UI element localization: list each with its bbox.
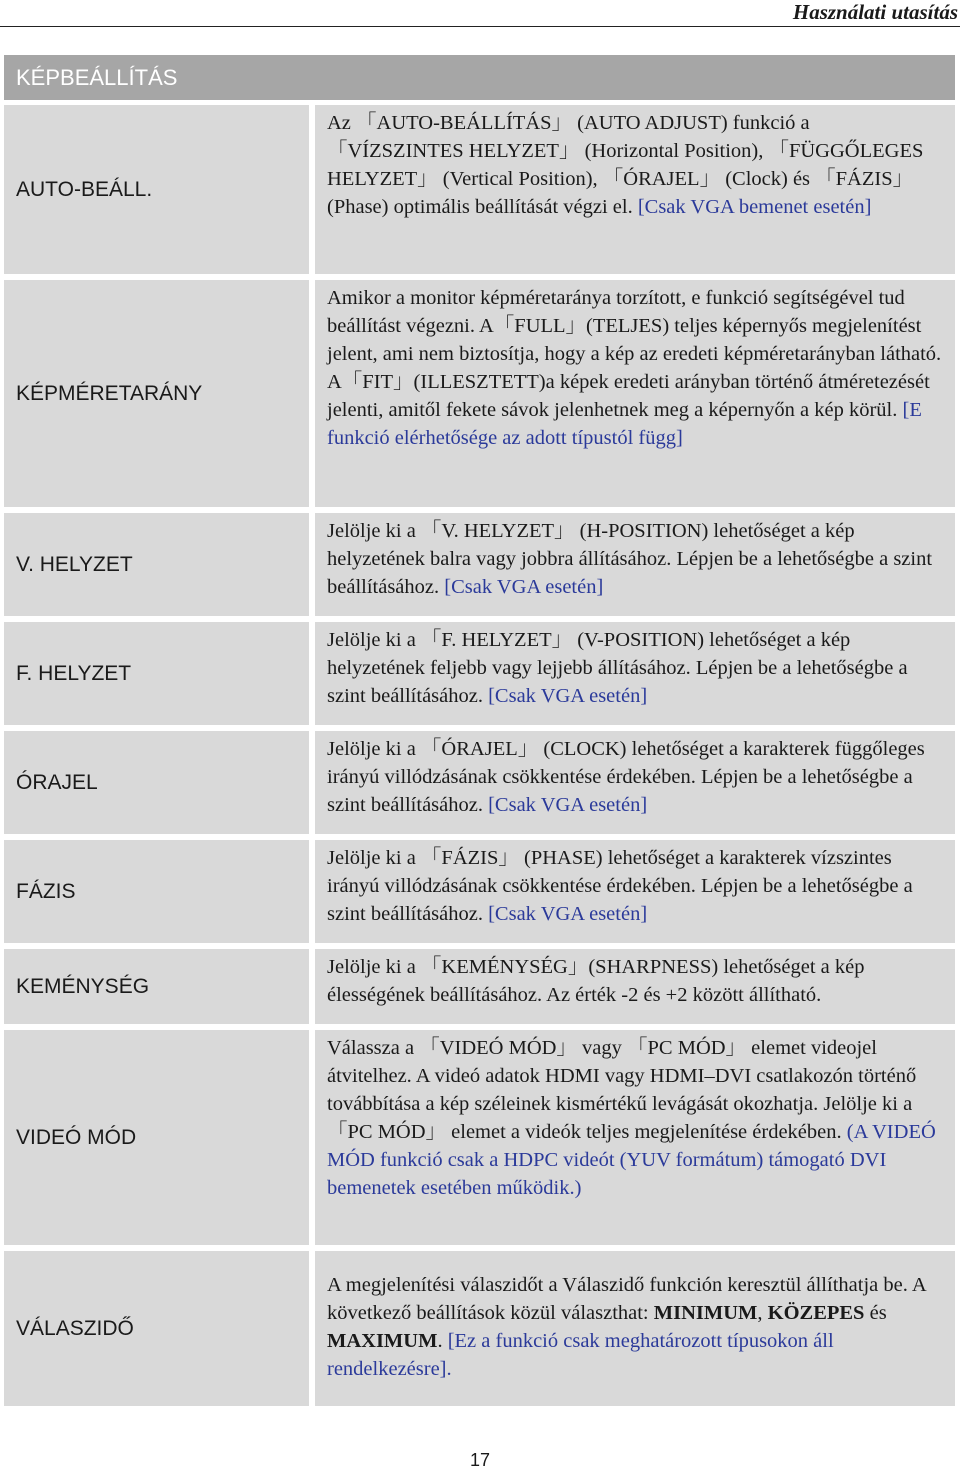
setting-label: KÉPMÉRETARÁNY	[4, 280, 309, 507]
separator: és	[864, 1302, 887, 1324]
description-text: Jelölje ki a 「F. HELYZET」 (V-POSITION) lehetőséget a kép helyzetének feljebb vagy lejjebb állításához. Lépjen be a lehetőségbe a szint beállításához.	[327, 629, 908, 707]
option-medium: KÖZEPES	[767, 1302, 865, 1324]
setting-description	[315, 622, 955, 725]
description-text: Jelölje ki a 「KEMÉNYSÉG」(SHARPNESS) lehetőséget a kép élességének beállításához. Az érték -2 és +2 között állítható.	[327, 956, 865, 1006]
description-note: [Csak VGA bemenet esetén]	[637, 196, 872, 218]
setting-label: AUTO-BEÁLL.	[4, 105, 309, 274]
setting-description	[315, 949, 955, 1024]
setting-row-video-mode	[4, 1030, 955, 1245]
page-number: 17	[469, 1450, 491, 1470]
description-note: [Ez a funkció csak meghatározott típusokon áll rendelkezésre].	[327, 1330, 834, 1380]
setting-description	[315, 105, 955, 274]
setting-label: VÁLASZIDŐ	[4, 1251, 309, 1406]
setting-label: KEMÉNYSÉG	[4, 949, 309, 1024]
setting-row-h-position	[4, 513, 955, 616]
description-text: Jelölje ki a 「FÁZIS」 (PHASE) lehetőséget a karakterek vízszintes irányú villódzásának csökkentése érdekében. Lépjen be a lehetőségbe a szint beállításához.	[327, 847, 913, 925]
setting-description	[315, 840, 955, 943]
description-note: [Csak VGA esetén]	[444, 576, 604, 598]
description-text: Amikor a monitor képméretaránya torzított, e funkció segítségével tud beállítást végezni. A「FULL」(TELJES) teljes képernyős megjelenítést jelent, ami nem biztosítja, hogy a kép az eredeti képméretarányban látható. A「FIT」(ILLESZTETT)a képek eredeti arányban történő átméretezését jelenti, amitől fekete sávok jelenhetnek meg a képernyőn a kép körül.	[327, 287, 942, 421]
setting-row-auto-adjust	[4, 105, 955, 274]
setting-label: FÁZIS	[4, 840, 309, 943]
setting-row-sharpness	[4, 949, 955, 1024]
description-text: Jelölje ki a 「ÓRAJEL」 (CLOCK) lehetőséget a karakterek függőleges irányú villódzásának csökkentése érdekében. Lépjen be a lehetőségbe a szint beállításához.	[327, 738, 925, 816]
description-text: Az 「AUTO-BEÁLLÍTÁS」 (AUTO ADJUST) funkció a 「VÍZSZINTES HELYZET」 (Horizontal Position), 「FÜGGŐLEGES HELYZET」 (Vertical Position), 「ÓRAJEL」 (Clock) és 「FÁZIS」(Phase) optimális beállítását végzi el.	[327, 112, 924, 218]
separator: .	[437, 1330, 448, 1352]
description-text: A megjelenítési válaszidőt a Válaszidő funkción keresztül állíthatja be. A következő beállítások közül választhat:	[327, 1274, 926, 1324]
setting-label: ÓRAJEL	[4, 731, 309, 834]
description-note: [E funkció elérhetősége az adott típustól függ]	[327, 399, 922, 449]
separator: ,	[757, 1302, 768, 1324]
setting-description	[315, 513, 955, 616]
description-text: Válassza a 「VIDEÓ MÓD」 vagy 「PC MÓD」 elemet videojel átvitelhez. A videó adatok HDMI vagy HDMI–DVI csatlakozón történő továbbítása a kép széleinek kismértékű levágását okozhatja. Jelölje ki a 「PC MÓD」 elemet a videók teljes megjelenítése érdekében.	[327, 1037, 917, 1143]
setting-label: F. HELYZET	[4, 622, 309, 725]
description-note: [Csak VGA esetén]	[488, 903, 648, 925]
setting-row-aspect-ratio	[4, 280, 955, 507]
setting-label: V. HELYZET	[4, 513, 309, 616]
setting-row-response-time	[4, 1251, 955, 1406]
setting-row-phase	[4, 840, 955, 943]
setting-description	[315, 1251, 955, 1406]
description-note: [Csak VGA esetén]	[488, 685, 648, 707]
description-text: Jelölje ki a 「V. HELYZET」 (H-POSITION) lehetőséget a kép helyzetének balra vagy jobbra állításához. Lépjen be a lehetőségbe a szint beállításához.	[327, 520, 933, 598]
setting-label: VIDEÓ MÓD	[4, 1030, 309, 1245]
setting-description	[315, 731, 955, 834]
setting-description	[315, 1030, 955, 1245]
setting-description	[315, 280, 955, 507]
option-maximum: MAXIMUM	[327, 1330, 438, 1352]
setting-row-clock	[4, 731, 955, 834]
description-note: [Csak VGA esetén]	[488, 794, 648, 816]
document-header-title: Használati utasítás	[792, 0, 958, 24]
description-note: (A VIDEÓ MÓD funkció csak a HDPC videót (YUV formátum) támogató DVI bemenetek esetében működik.)	[327, 1121, 936, 1199]
section-title-bar: KÉPBEÁLLÍTÁS	[4, 55, 955, 100]
header-divider	[0, 26, 960, 27]
setting-row-v-position	[4, 622, 955, 725]
option-minimum: MINIMUM	[653, 1302, 758, 1324]
